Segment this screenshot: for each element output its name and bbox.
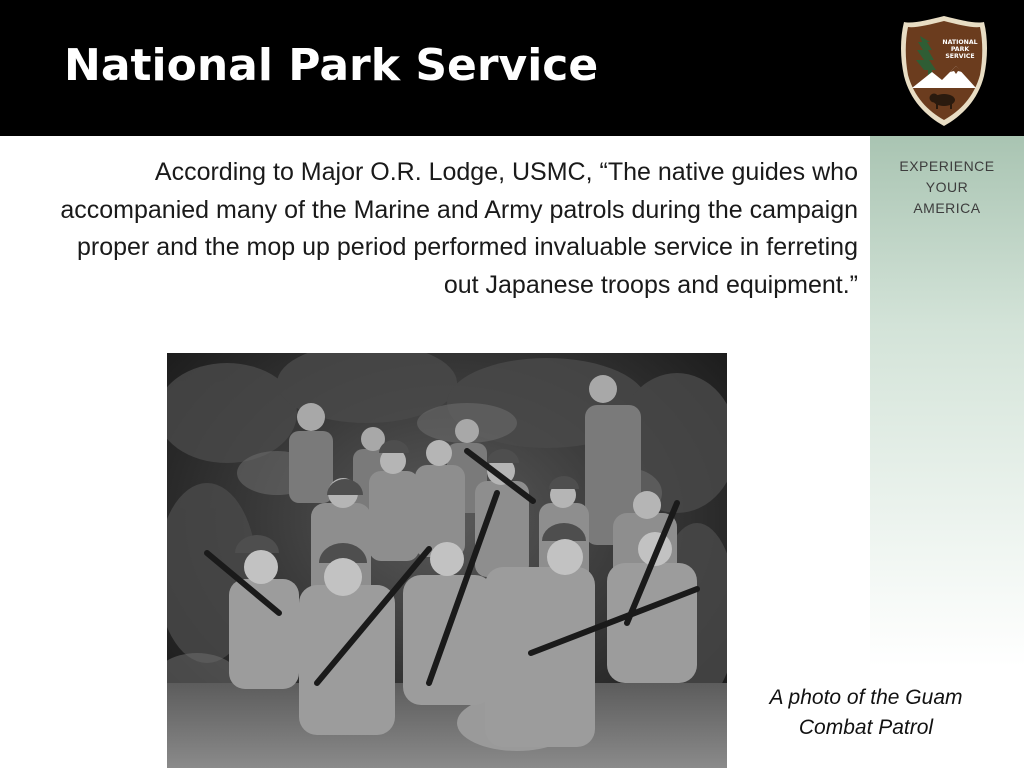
tagline-line-2: YOUR [925, 179, 969, 195]
guam-combat-patrol-photo [167, 353, 727, 768]
header-title: National Park Service [64, 40, 599, 91]
tagline-line-3: AMERICA [913, 200, 981, 216]
logo-text-line-1: NATIONAL [942, 39, 978, 46]
caption-line-2: Combat Patrol [798, 716, 934, 739]
caption-line-1: A photo of the Guam [769, 686, 963, 709]
logo-text-line-3: SERVICE [945, 53, 975, 60]
lodge-quote: According to Major O.R. Lodge, USMC, “The native guides who accompanied many of the Marine and Army patrols during the campaign proper and the mop up period performed invaluable service in ferreting out Japanese troops and equipment.” [60, 158, 858, 299]
experience-your-america-tagline [870, 156, 1024, 219]
tagline-line-1: EXPERIENCE [899, 158, 995, 174]
photo-caption [740, 683, 992, 743]
sidebar-gradient-panel [870, 136, 1024, 768]
patrol-photo-illustration [167, 353, 727, 768]
logo-text-line-2: PARK [950, 46, 970, 53]
nps-arrowhead-icon [898, 14, 990, 128]
header-bar [0, 0, 1024, 136]
